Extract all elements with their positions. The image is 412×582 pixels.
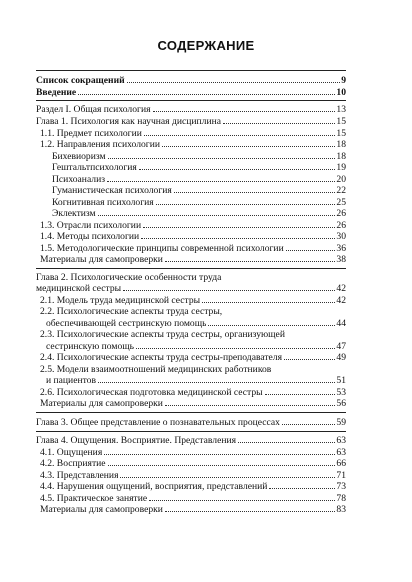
toc-entry-self-check-2[interactable]: Материалы для самопроверки 56 <box>40 398 346 409</box>
toc-entry-4-2[interactable]: 4.2. Восприятие 66 <box>40 458 346 469</box>
section-rule <box>36 431 346 432</box>
toc-entry-chapter-2-line: Глава 2. Психологические особенности труда <box>36 272 222 283</box>
toc-entry-1-3[interactable]: 1.3. Отрасли психологии 26 <box>40 220 346 231</box>
toc-entry-chapter-2[interactable]: медицинской сестры 42 <box>36 283 346 294</box>
toc-entry-abbreviations[interactable]: Список сокращений 9 <box>36 75 346 86</box>
toc-entry-2-5[interactable]: и пациентов 51 <box>46 375 346 386</box>
top-rule <box>36 70 346 71</box>
toc-entry-4-1[interactable]: 4.1. Ощущения 63 <box>40 447 346 458</box>
toc-entry-chapter-4[interactable]: Глава 4. Ощущения. Восприятие. Представления 63 <box>36 435 346 446</box>
toc-entry-cognitive[interactable]: Когнитивная психология 25 <box>52 197 346 208</box>
section-rule <box>36 412 346 413</box>
toc-entry-4-5[interactable]: 4.5. Практическое занятие 78 <box>40 493 346 504</box>
toc-entry-2-3-line: 2.3. Психологические аспекты труда сестры, организующей <box>40 329 285 340</box>
toc-entry-chapter-3[interactable]: Глава 3. Общее представление о познавательных процессах 59 <box>36 417 346 428</box>
toc-entry-1-2[interactable]: 1.2. Направления психологии 18 <box>40 139 346 150</box>
toc-entry-humanistic[interactable]: Гуманистическая психология 22 <box>52 185 346 196</box>
page-title: СОДЕРЖАНИЕ <box>157 38 255 53</box>
toc-entry-section-1[interactable]: Раздел I. Общая психология 13 <box>36 104 346 115</box>
toc-entry-gestalt[interactable]: Гештальтпсихология 19 <box>52 162 346 173</box>
toc-entry-2-3[interactable]: сестринскую помощь 47 <box>46 341 346 352</box>
section-rule <box>36 268 346 269</box>
section-rule <box>36 100 346 101</box>
toc-entry-2-2[interactable]: обеспечивающей сестринскую помощь 44 <box>46 318 346 329</box>
toc-entry-eclecticism[interactable]: Эклектизм 26 <box>52 208 346 219</box>
toc-entry-1-1[interactable]: 1.1. Предмет психологии 15 <box>40 128 346 139</box>
toc-entry-1-5[interactable]: 1.5. Методологические принципы современной психологии 36 <box>40 243 346 254</box>
toc-entry-chapter-1[interactable]: Глава 1. Психология как научная дисциплина 15 <box>36 116 346 127</box>
toc-entry-self-check-1[interactable]: Материалы для самопроверки 38 <box>40 254 346 265</box>
toc-entry-self-check-4[interactable]: Материалы для самопроверки 83 <box>40 504 346 515</box>
toc-entry-2-4[interactable]: 2.4. Психологические аспекты труда сестры-преподавателя 49 <box>40 352 346 363</box>
toc-entry-2-5-line: 2.5. Модели взаимоотношений медицинских работников <box>40 364 272 375</box>
toc-entry-4-3[interactable]: 4.3. Представления 71 <box>40 470 346 481</box>
toc-entry-4-4[interactable]: 4.4. Нарушения ощущений, восприятия, представлений 73 <box>40 481 346 492</box>
toc-entry-psychoanalysis[interactable]: Психоанализ 20 <box>52 174 346 185</box>
toc-entry-1-4[interactable]: 1.4. Методы психологии 30 <box>40 231 346 242</box>
toc-entry-behaviorism[interactable]: Бихевиоризм 18 <box>52 151 346 162</box>
toc-entry-2-1[interactable]: 2.1. Модель труда медицинской сестры 42 <box>40 295 346 306</box>
toc-entry-2-6[interactable]: 2.6. Психологическая подготовка медицинской сестры 53 <box>40 387 346 398</box>
toc-entry-introduction[interactable]: Введение 10 <box>36 87 346 98</box>
toc-entry-2-2-line: 2.2. Психологические аспекты труда сестры, <box>40 306 223 317</box>
